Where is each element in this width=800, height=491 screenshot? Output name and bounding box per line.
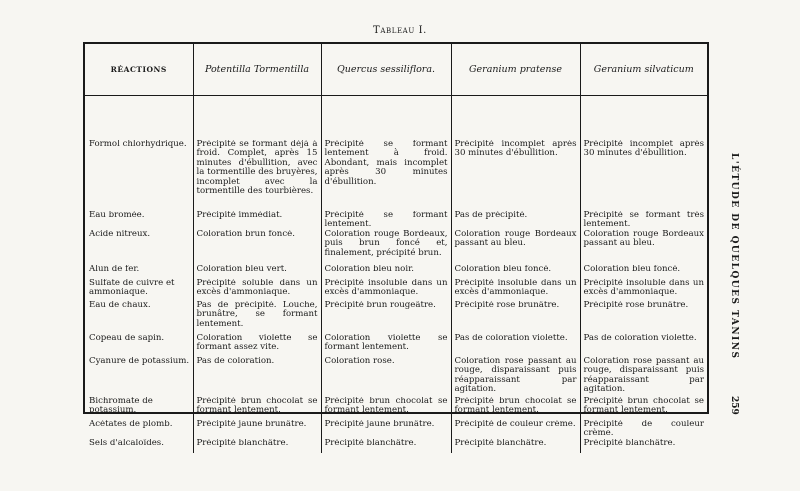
table-row: [85, 334, 707, 357]
header-geranium-pratense: Geranium pratense: [451, 44, 580, 96]
geranium-silvaticum-result: Précipité insoluble dans un excès d'ammoniaque.: [580, 279, 707, 301]
geranium-pratense-result: Précipité incomplet après 30 minutes d'ébullition.: [451, 140, 580, 211]
reactions-table-frame: [83, 42, 709, 448]
potentilla-tormentilla-result: Précipité se formant déjà à froid. Complet, après 15 minutes d'ébullition, avec la tormentille des bruyères, incomplet avec la tormentille des tourbières.: [193, 140, 321, 211]
reaction-name: Acide nitreux.: [89, 230, 151, 239]
potentilla-tormentilla-result: Précipité jaune brunâtre.: [193, 420, 321, 439]
geranium-silvaticum-result: Précipité se formant très lentement.: [580, 211, 707, 230]
page-title: Tableau I.: [373, 25, 427, 36]
table-row: [85, 301, 707, 334]
geranium-pratense-result: Coloration rouge Bordeaux passant au bleu.: [451, 230, 580, 265]
geranium-silvaticum-result: Coloration bleu foncé.: [580, 265, 707, 279]
geranium-silvaticum-result: Pas de coloration violette.: [580, 334, 707, 357]
geranium-silvaticum-result: Précipité de couleur crème.: [580, 420, 707, 439]
reaction-name: Eau de chaux.: [89, 301, 151, 310]
table-row: [85, 439, 707, 453]
table-row: [85, 397, 707, 420]
table-row: [85, 279, 707, 301]
geranium-silvaticum-result: Précipité incomplet après 30 minutes d'ébullition.: [580, 140, 707, 211]
geranium-pratense-result: Coloration rose passant au rouge, disparaissant puis réapparaissant par agitation.: [451, 357, 580, 397]
table-header-row: [85, 44, 707, 96]
table-row: [85, 357, 707, 397]
geranium-pratense-result: Coloration bleu foncé.: [451, 265, 580, 279]
quercus-sessiliflora-result: Coloration violette se formant lentement.: [321, 334, 451, 357]
reaction-name: Cyanure de potassium.: [89, 357, 190, 366]
quercus-sessiliflora-result: Précipité insoluble dans un excès d'ammoniaque.: [321, 279, 451, 301]
reaction-name: Eau bromée.: [89, 211, 145, 220]
table-row: [85, 265, 707, 279]
page-number: 259: [729, 395, 739, 415]
table-row: [85, 420, 707, 439]
geranium-pratense-result: Pas de précipité.: [451, 211, 580, 230]
potentilla-tormentilla-result: Précipité immédiat.: [193, 211, 321, 230]
quercus-sessiliflora-result: Coloration rose.: [321, 357, 451, 397]
geranium-pratense-result: Précipité insoluble dans un excès d'ammoniaque.: [451, 279, 580, 301]
table-spacer-row: [85, 96, 707, 141]
reaction-name: Sels d'alcaloïdes.: [89, 438, 164, 448]
potentilla-tormentilla-result: Coloration bleu vert.: [193, 265, 321, 279]
reaction-name: Bichromate de potassium.: [89, 397, 153, 416]
quercus-sessiliflora-result: Coloration bleu noir.: [321, 265, 451, 279]
table-body: [85, 96, 707, 453]
table-row: [85, 230, 707, 265]
potentilla-tormentilla-result: Précipité brun chocolat se formant lentement.: [193, 397, 321, 420]
running-title: L'ÉTUDE DE QUELQUES TANINS: [729, 153, 739, 360]
geranium-pratense-result: Précipité rose brunâtre.: [451, 301, 580, 334]
header-quercus-sessiliflora: Quercus sessiliflora.: [321, 44, 451, 96]
potentilla-tormentilla-result: Précipité soluble dans un excès d'ammoniaque.: [193, 279, 321, 301]
header-geranium-silvaticum: Geranium silvaticum: [580, 44, 707, 96]
quercus-sessiliflora-result: Coloration rouge Bordeaux, puis brun foncé et, finalement, précipité brun.: [321, 230, 451, 265]
quercus-sessiliflora-result: Précipité brun rougeâtre.: [321, 301, 451, 334]
reaction-name: Formol chlorhydrique.: [89, 140, 187, 149]
geranium-silvaticum-result: Précipité blanchâtre.: [580, 439, 707, 453]
reaction-name: Acétates de plomb.: [89, 420, 173, 429]
quercus-sessiliflora-result: Précipité brun chocolat se formant lentement.: [321, 397, 451, 420]
reaction-name: Sulfate de cuivre et ammoniaque.: [89, 279, 175, 298]
quercus-sessiliflora-result: Précipité blanchâtre.: [321, 439, 451, 453]
reaction-name: Copeau de sapin.: [89, 334, 165, 343]
quercus-sessiliflora-result: Précipité se formant lentement.: [321, 211, 451, 230]
header-reactions: RÉACTIONS: [85, 44, 193, 96]
potentilla-tormentilla-result: Pas de coloration.: [193, 357, 321, 397]
geranium-pratense-result: Pas de coloration violette.: [451, 334, 580, 357]
geranium-pratense-result: Précipité brun chocolat se formant lentement.: [451, 397, 580, 420]
potentilla-tormentilla-result: Précipité blanchâtre.: [193, 439, 321, 453]
potentilla-tormentilla-result: Pas de précipité. Louche, brunâtre, se formant lentement.: [193, 301, 321, 334]
header-potentilla-tormentilla: Potentilla Tormentilla: [193, 44, 321, 96]
table-row: [85, 211, 707, 230]
table-row: [85, 140, 707, 211]
geranium-silvaticum-result: Coloration rose passant au rouge, disparaissant puis réapparaissant par agitation.: [580, 357, 707, 397]
quercus-sessiliflora-result: Précipité se formant lentement à froid. Abondant, mais incomplet après 30 minutes d'ébullition.: [321, 140, 451, 211]
reaction-name: Alun de fer.: [89, 265, 140, 274]
potentilla-tormentilla-result: Coloration brun foncé.: [193, 230, 321, 265]
potentilla-tormentilla-result: Coloration violette se formant assez vite.: [193, 334, 321, 357]
geranium-pratense-result: Précipité de couleur crème.: [451, 420, 580, 439]
geranium-silvaticum-result: Précipité brun chocolat se formant lentement.: [580, 397, 707, 420]
geranium-silvaticum-result: Coloration rouge Bordeaux passant au bleu.: [580, 230, 707, 265]
geranium-pratense-result: Précipité blanchâtre.: [451, 439, 580, 453]
reactions-table: [85, 44, 707, 453]
geranium-silvaticum-result: Précipité rose brunâtre.: [580, 301, 707, 334]
quercus-sessiliflora-result: Précipité jaune brunâtre.: [321, 420, 451, 439]
